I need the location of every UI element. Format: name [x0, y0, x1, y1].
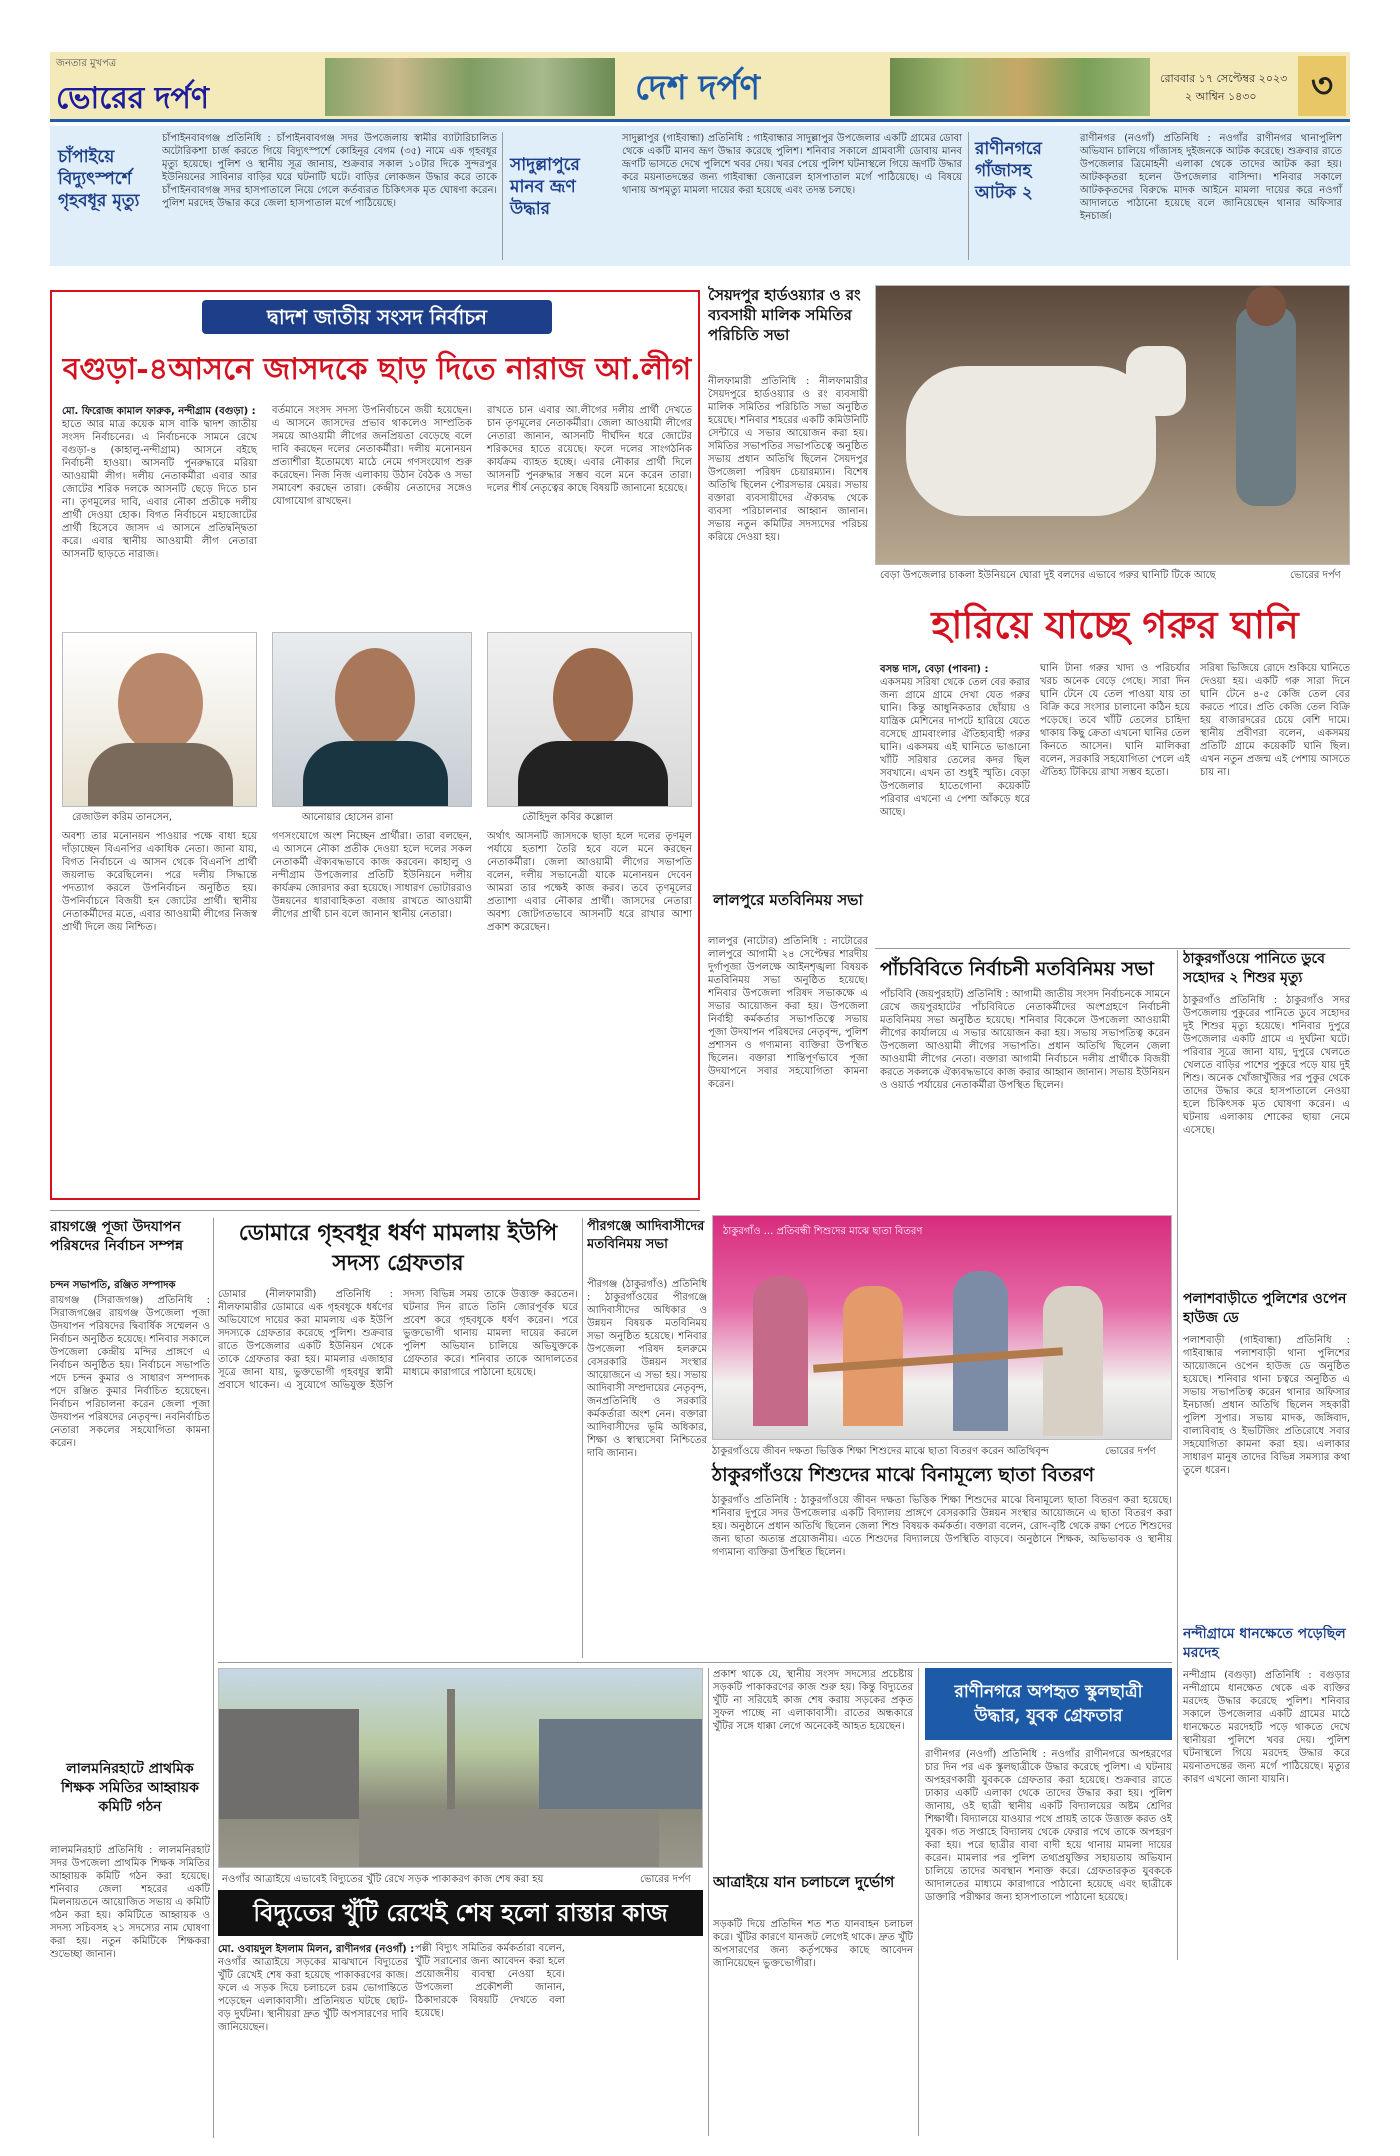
strip-2-body: সাদুল্লাপুর (গাইবান্ধা) প্রতিনিধি : গাইবান্ধার সাদুল্লাপুর উপজেলার একটি গ্রামের ডোবা থেকে একটি মানব ভ্রূণ উদ্ধার করেছে পুলিশ। শনিবার সকালে গ্রামবাসী ডোবায় মানব ভ্রূণটি ভাসতে দেখে পুলিশে খবর দেয়। খবর পেয়ে পুলিশ ঘটনাস্থলে গিয়ে ভ্রূণটি উদ্ধার করে ময়নাতদন্তের জন্য গাইবান্ধা জেনারেল হাসপাতাল মর্গে পাঠিয়েছে। এ বিষয়ে থানায় অপমৃত্যু মামলা দায়ের করা হয়েছে এবং তদন্ত চলছে।: [622, 133, 962, 196]
umbrella-photo-caption: ঠাকুরগাঁওয়ে জীবন দক্ষতা ভিত্তিক শিক্ষা শিশুদের মাঝে ছাতা বিতরণ করেন অতিথিবৃন্দ: [712, 1446, 1049, 1457]
domar-body: ডোমার (নীলফামারী) প্রতিনিধি : নীলফামারীর ডোমারে এক গৃহবধূকে ধর্ষণের অভিযোগে দায়ের করা মামলায় এক ইউপি সদস্যকে গ্রেফতার করেছে পুলিশ। শুক্রবার রাতে উপজেলার একটি ইউনিয়ন থেকে তাকে গ্রেফতার করা হয়। মামলার এজাহার সূত্রে জানা যায়, ভুক্তভোগী গৃহবধূর স্বামী প্রবাসে থাকেন। এ সুযোগে অভিযুক্ত ইউপি সদস্য বিভিন্ন সময় তাকে উত্ত্যক্ত করতেন। ঘটনার দিন রাতে তিনি জোরপূর্বক ঘরে প্রবেশ করে গৃহবধূকে ধর্ষণ করেন। পরে ভুক্তভোগী থানায় মামলা দায়ের করলে পুলিশ অভিযান চালিয়ে অভিযুক্তকে গ্রেফতার করে। শনিবার তাকে আদালতের মাধ্যমে কারাগারে পাঠানো হয়েছে।: [218, 1289, 578, 1391]
raiganj-body: রায়গঞ্জ (সিরাজগঞ্জ) প্রতিনিধি : সিরাজগঞ্জের রায়গঞ্জ উপজেলা পূজা উদযাপন পরিষদের দ্বিবার্ষিক সম্মেলন ও নির্বাচন অনুষ্ঠিত হয়েছে। শনিবার সকালে উপজেলা কেন্দ্রীয় মন্দির প্রাঙ্গণে এ নির্বাচন অনুষ্ঠিত হয়। নির্বাচনে সভাপতি পদে চন্দন কুমার ও সাধারণ সম্পাদক পদে রঞ্জিত কুমার নির্বাচিত হয়েছেন। নির্বাচন পরিচালনা করেন জেলা পূজা উদযাপন পরিষদের নেতৃবৃন্দ। নবনির্বাচিত নেতারা সকলের সহযোগিতা কামনা করেন।: [50, 1295, 210, 1449]
ghani-headline: হারিয়ে যাচ্ছে গরুর ঘানি: [931, 602, 1299, 647]
election-banner: দ্বাদশ জাতীয় সংসদ নির্বাচন: [202, 300, 552, 334]
strip-3-title: রাণীনগরে গাঁজাসহ আটক ২: [975, 139, 1042, 203]
thakurgaon-child-body: ঠাকুরগাঁও প্রতিনিধি : ঠাকুরগাঁও সদর উপজেলায় পুকুরের পানিতে ডুবে সহোদর দুই শিশুর মৃত্যু হয়েছে। শনিবার দুপুরে উপজেলার একটি গ্রামে এ দুর্ঘটনা ঘটে। পরিবার সূত্রে জানা যায়, দুপুরে খেলতে খেলতে বাড়ির পাশের পুকুরে পড়ে যায় দুই শিশু। অনেক খোঁজাখুঁজির পর পুকুর থেকে তাদের উদ্ধার করে হাসপাতালে নেওয়া হলে চিকিৎসক মৃত ঘোষণা করেন। এ ঘটনায় এলাকায় শোকের ছায়া নেমে এসেছে।: [1183, 995, 1350, 1136]
election-byline: মো. ফিরোজ কামাল ফারুক, নন্দীগ্রাম (বগুড়া) :: [62, 406, 256, 417]
saidpur-body: নীলফামারী প্রতিনিধি : নীলফামারীর সৈয়দপুরে হার্ডওয়্যার ও রং ব্যবসায়ী মালিক সমিতির পরিচিতি সভা অনুষ্ঠিত হয়েছে। শনিবার শহরের একটি কমিউনিটি সেন্টারে এ সভার আয়োজন করা হয়। সমিতির সভাপতির সভাপতিত্বে অনুষ্ঠিত সভায় প্রধান অতিথি ছিলেন সৈয়দপুর উপজেলা পরিষদ চেয়ারম্যান। বিশেষ অতিথি ছিলেন পৌরসভার মেয়র। সভায় বক্তারা ব্যবসায়ীদের ঐক্যবদ্ধ থেকে ব্যবসা পরিচালনার আহ্বান জানান। সভায় নতুন কমিটির সদস্যদের পরিচয় করিয়ে দেওয়া হয়।: [708, 376, 868, 543]
atrai-byline: মো. ওবায়দুল ইসলাম মিলন, রাণীনগর (নওগাঁ) :: [218, 1944, 415, 1955]
ghani-col-2: ঘানি টানা গরুর খাদ্য ও পরিচর্যার খরচ অনেক বেড়ে গেছে। সারা দিন ঘানি টেনে যে তেল পাওয়া যায় তা বিক্রি করে সংসার চালানো কঠিন হয়ে পড়েছে। তবে খাঁটি তেলের চাহিদা থাকায় কিছু ক্রেতা এখনো ঘানির তেল কিনতে আসেন। ঘানি মালিকরা বলেন, সরকারি সহযোগিতা পেলে এই ঐতিহ্য টিকিয়ে রাখা সম্ভব হতো।: [1040, 663, 1190, 778]
raiganj-title: রায়গঞ্জে পূজা উদযাপন পরিষদের নির্বাচন সম্পন্ন: [50, 1219, 183, 1254]
election-headline: বগুড়া-৪আসনে জাসদকে ছাড় দিতে নারাজ আ.লীগ: [62, 352, 692, 387]
atrai-photo: [218, 1668, 703, 1868]
pirganj-body: পীরগঞ্জ (ঠাকুরগাঁও) প্রতিনিধি : ঠাকুরগাঁওয়ের পীরগঞ্জে আদিবাসীদের অধিকার ও উন্নয়ন বিষয়ক মতবিনিময় সভা অনুষ্ঠিত হয়েছে। শনিবার উপজেলা পরিষদ হলরুমে বেসরকারি উন্নয়ন সংস্থার আয়োজনে এ সভা হয়। সভায় আদিবাসী সম্প্রদায়ের নেতৃবৃন্দ, জনপ্রতিনিধি ও সরকারি কর্মকর্তারা অংশ নেন। বক্তারা আদিবাসীদের ভূমি অধিকার, শিক্ষা ও স্বাস্থ্যসেবা নিশ্চিতের দাবি জানান।: [587, 1279, 707, 1459]
election-lower-col-1: অবশ্য তার মনোনয়ন পাওয়ার পক্ষে বাধা হয়ে দাঁড়াচ্ছেন বিএনপির একাধিক নেতা। জানা যায়, বিগত নির্বাচনে এ আসন থেকে বিএনপি প্রার্থী জয়লাভ করেছিলেন। পরে দলীয় সিদ্ধান্তে পদত্যাগ করলে উপনির্বাচন অনুষ্ঠিত হয়। উপনির্বাচনে বিজয়ী হন জোটের প্রার্থী। স্থানীয় নেতাকর্মীদের মতে, এবার আওয়ামী লীগের নিজস্ব প্রার্থী দিলে জয় নিশ্চিত।: [62, 831, 257, 933]
lalmonirhat-title: লালমনিরহাটে প্রাথমিক শিক্ষক সমিতির আহ্বায়ক কমিটি গঠন: [61, 1761, 199, 1815]
raninagar-body: রাণীনগর (নওগাঁ) প্রতিনিধি : নওগাঁর রাণীনগরে অপহরণের চার দিন পর এক স্কুলছাত্রীকে উদ্ধার করেছে পুলিশ। এ ঘটনায় অপহরণকারী যুবককে গ্রেফতার করা হয়েছে। শুক্রবার রাতে ঢাকার একটি এলাকা থেকে তাদের উদ্ধার করা হয়। পুলিশ জানায়, ওই ছাত্রী স্থানীয় একটি বিদ্যালয়ের অষ্টম শ্রেণির শিক্ষার্থী। বিদ্যালয়ে যাওয়ার পথে প্রায়ই তাকে উত্ত্যক্ত করত ওই যুবক। গত সপ্তাহে বিদ্যালয় থেকে ফেরার পথে তাকে অপহরণ করা হয়। পরে ছাত্রীর বাবা বাদী হয়ে থানায় মামলা দায়ের করেন। মামলার পর পুলিশ তথ্যপ্রযুক্তির সহায়তায় অভিযান চালিয়ে তাদের অবস্থান শনাক্ত করে। গ্রেফতারকৃত যুবককে আদালতের মাধ্যমে কারাগারে পাঠানো হয়েছে এবং ছাত্রীকে ডাক্তারি পরীক্ষার জন্য হাসপাতালে পাঠানো হয়েছে।: [925, 1749, 1172, 1903]
ghani-byline: বসন্ত দাস, বেড়া (পাবনা) :: [880, 664, 989, 675]
saidpur-title: সৈয়দপুর হার্ডওয়্যার ও রং ব্যবসায়ী মালিক সমিতির পরিচিতি সভা: [708, 286, 861, 344]
election-col-1: হাতে আর মাত্র কয়েক মাস বাকি দ্বাদশ জাতীয় সংসদ নির্বাচনের। এ নির্বাচনকে সামনে রেখে বগুড়া-৪ (কাহালু-নন্দীগ্রাম) আসনে বইছে নির্বাচনী হাওয়া। আসনটি পুনরুদ্ধারে মরিয়া আওয়ামী লীগ। দলীয় নেতাকর্মীরা এবার আর জোটের শরিক দলকে আসনটি ছেড়ে দিতে চান না। তৃণমূলের দাবি, এবার নৌকা প্রতীকে দলীয় প্রার্থী দেওয়া হোক। বিগত নির্বাচনে মহাজোটের প্রার্থী হিসেবে জাসদ এ আসনে প্রতিদ্বন্দ্বিতা করে। এবার স্থানীয় আওয়ামী লীগ নেতারা আসনটি ছাড়তে নারাজ।: [62, 419, 257, 560]
atrai-col-1: নওগাঁর আত্রাইয়ে সড়কের মাঝখানে বিদ্যুতের খুঁটি রেখেই শেষ করা হয়েছে পাকাকরণের কাজ। ফলে এ সড়ক দিয়ে চলাচলে চরম ভোগান্তিতে পড়েছেন এলাকাবাসী। প্রতিনিয়ত ঘটছে ছোট-বড় দুর্ঘটনা। স্থানীয়রা দ্রুত খুঁটি অপসারণের দাবি জানিয়েছেন।: [218, 1957, 408, 2033]
nandigram-body: নন্দীগ্রাম (বগুড়া) প্রতিনিধি : বগুড়ার নন্দীগ্রামে ধানক্ষেত থেকে এক ব্যক্তির মরদেহ উদ্ধার করেছে পুলিশ। শনিবার সকালে উপজেলার একটি গ্রামের মাঠে ধানক্ষেতে মরদেহটি পড়ে থাকতে দেখে স্থানীয়রা পুলিশে খবর দেয়। পুলিশ ঘটনাস্থলে গিয়ে মরদেহ উদ্ধার করে ময়নাতদন্তের জন্য মর্গে পাঠিয়েছে। মৃত্যুর কারণ এখনো জানা যায়নি।: [1183, 1670, 1350, 1785]
section-title: দেশ দর্পণ: [635, 68, 761, 108]
top-strip: [50, 126, 1350, 266]
tagline: জনতার মুখপত্র: [56, 58, 117, 69]
palashbari-article: [1183, 1290, 1350, 1620]
ghani-photo-caption: বেড়া উপজেলার চাকলা ইউনিয়নে ঘোরা দুই বলদের এভাবে গরুর ঘানিটি টিকে আছে: [880, 570, 1216, 581]
umbrella-photo: [712, 1215, 1172, 1440]
umbrella-photo-banner: ঠাকুরগাঁও ... প্রতিবন্ধী শিশুদের মাঝে ছাতা বিতরণ: [723, 1226, 923, 1237]
thakurgaon-child-title: ঠাকুরগাঁওয়ে পানিতে ডুবে সহোদর ২ শিশুর মৃত্যু: [1183, 951, 1325, 986]
lalpur-article: [708, 890, 868, 1200]
election-lower-col-2: গণসংযোগে অংশ নিচ্ছেন প্রার্থীরা। তারা বলছেন, এ আসনে নৌকা প্রতীক দেওয়া হলে দলের সকল নেতাকর্মী ঐক্যবদ্ধভাবে কাজ করবেন। কাহালু ও নন্দীগ্রাম উপজেলার প্রতিটি ইউনিয়নে দলীয় কার্যক্রম জোরদার করা হয়েছে। সাধারণ ভোটাররাও উন্নয়নের ধারাবাহিকতা বজায় রাখতে আওয়ামী লীগের প্রার্থী চান বলে জানান স্থানীয় নেতারা।: [272, 831, 472, 920]
umbrella-title: ঠাকুরগাঁওয়ে শিশুদের মাঝে বিনামূল্যে ছাতা বিতরণ: [712, 1464, 1095, 1486]
strip-3-body: রাণীনগর (নওগাঁ) প্রতিনিধি : নওগাঁর রাণীনগর থানাপুলিশ অভিযান চালিয়ে গাঁজাসহ দুইজনকে আটক করেছে। শুক্রবার রাতে উপজেলার ত্রিমোহনী এলাকা থেকে তাদের আটক করা হয়। আটককৃতরা হলেন উপজেলার বাসিন্দা। শনিবার সকালে আটককৃতদের বিরুদ্ধে মাদক আইনে মামলা দায়ের করে নওগাঁ আদালতে পাঠানো হয়েছে বলে জানিয়েছেন থানার অফিসার ইনচার্জ।: [1080, 133, 1342, 222]
lalmonirhat-body: লালমনিরহাট প্রতিনিধি : লালমনিরহাট সদর উপজেলা প্রাথমিক শিক্ষক সমিতির আহ্বায়ক কমিটি গঠন করা হয়েছে। শনিবার জেলা শহরের একটি মিলনায়তনে আয়োজিত সভায় এ কমিটি গঠন করা হয়। কমিটিতে আহ্বায়ক ও সদস্য সচিবসহ ২১ সদস্যের নাম ঘোষণা করা হয়। নতুন কমিটিকে শিক্ষকরা শুভেচ্ছা জানান।: [50, 1845, 210, 1960]
page-number: ৩: [1298, 56, 1346, 116]
strip-1-title: চাঁপাইয়ে বিদ্যুৎস্পর্শে গৃহবধূর মৃত্যু: [58, 147, 140, 211]
saidpur-article: [708, 285, 868, 885]
palashbari-title: পলাশবাড়ীতে পুলিশের ওপেন হাউজ ডে: [1183, 1291, 1347, 1326]
election-col-2: বর্তমানে সংসদ সদস্য উপনির্বাচনে জয়ী হয়েছেন। এ আসনে জাসদের প্রভাব থাকলেও সাম্প্রতিক সময়ে আওয়ামী লীগের জনপ্রিয়তা বেড়েছে বলে দাবি করছেন দলের নেতাকর্মীরা। দলীয় মনোনয়ন প্রত্যাশীরা ইতোমধ্যে মাঠে নেমে গণসংযোগ শুরু করেছেন। নিজ নিজ এলাকায় উঠান বৈঠক ও সভা সমাবেশ করছেন তারা। কেন্দ্রীয় নেতাদের সঙ্গেও যোগাযোগ রাখছেন।: [272, 405, 472, 507]
nandigram-article: [1183, 1625, 1350, 1955]
domar-article: [218, 1218, 578, 1658]
candidate-photo-2: [272, 632, 472, 807]
election-lower-col-3: অর্থাৎ আসনটি জাসদকে ছাড়া হলে দলের তৃণমূল পর্যায়ে হতাশা তৈরি হবে বলে মনে করছেন নেতাকর্মীরা। জেলা আওয়ামী লীগের সভাপতি বলেন, দলীয় সভানেত্রী যাকে মনোনয়ন দেবেন আমরা তার পক্ষেই কাজ করব। তবে তৃণমূলের প্রত্যাশা এবার নৌকার প্রার্থী। জাসদের নেতারা অবশ্য জোটগতভাবে আসনটি ধরে রাখার আশা প্রকাশ করেছেন।: [487, 831, 692, 933]
atrai-photo-caption: নওগাঁর আত্রাইয়ে এভাবেই বিদ্যুতের খুঁটি রেখে সড়ক পাকাকরণ কাজ শেষ করা হয়: [222, 1874, 544, 1885]
ghani-photo: [875, 285, 1350, 565]
atrai-side-title: আত্রাইয়ে যান চলাচলে দুর্ভোগ: [713, 1873, 895, 1891]
atrai-banner: বিদ্যুতের খুঁটি রেখেই শেষ হলো রাস্তার কাজ: [218, 1890, 703, 1936]
election-col-3: রাখতে চান এবার আ.লীগের দলীয় প্রার্থী দেখতে চান তৃণমূলের নেতাকর্মীরা। জেলা আওয়ামী লীগের নেতারা জানান, আসনটি দীর্ঘদিন ধরে জোটের শরিকদের হাতে রয়েছে। ফলে দলের সাংগঠনিক কার্যক্রম ব্যাহত হচ্ছে। এবার নৌকার প্রার্থী দিলে আসনটি পুনরুদ্ধার সম্ভব বলে মনে করেন তারা। দলের শীর্ষ নেতৃত্বের কাছে বিষয়টি জানানো হয়েছে।: [487, 405, 692, 494]
nandigram-title: নন্দীগ্রামে ধানক্ষেতে পড়েছিল মরদেহ: [1183, 1626, 1346, 1661]
strip-2-title: সাদুল্লাপুরে মানব ভ্রূণ উদ্ধার: [510, 155, 580, 219]
pirganj-title: পীরগঞ্জে আদিবাসীদের মতবিনিময় সভা: [587, 1219, 705, 1252]
masthead: [50, 52, 1350, 122]
date-line-2: ২ আশ্বিন ১৪৩০: [1185, 90, 1257, 103]
umbrella-photo-credit: ভোরের দর্পণ: [1105, 1446, 1156, 1457]
date-line-1: রোববার ১৭ সেপ্টেম্বর ২০২৩: [1160, 72, 1288, 85]
ghani-photo-credit: ভোরের দর্পণ: [1290, 570, 1341, 581]
strip-1-body: চাঁপাইনবাবগঞ্জ প্রতিনিধি : চাঁপাইনবাবগঞ্জ সদর উপজেলায় স্বামীর ব্যাটারিচালিত অটোরিকশা চার্জ করতে গিয়ে বিদ্যুৎস্পর্শে কোহিনূর বেগম (৩৫) নামে এক গৃহবধূর মৃত্যু হয়েছে। পুলিশ ও স্থানীয় সূত্র জানায়, শুক্রবার সকাল ১০টার দিকে সুন্দরপুর ইউনিয়নের সাবিনার বাড়ির ঘরে ঘটনাটি ঘটে। বাড়ির লোকজন উদ্ধার করে তাকে চাঁপাইনবাবগঞ্জ সদর হাসপাতালে নিয়ে গেলে কর্তব্যরত চিকিৎসক মৃত ঘোষণা করেন। পুলিশ মরদেহ উদ্ধার করে জেলা হাসপাতাল মর্গে পাঠিয়েছে।: [162, 133, 497, 209]
candidate-photo-3: [487, 632, 692, 807]
umbrella-body: ঠাকুরগাঁও প্রতিনিধি : ঠাকুরগাঁওয়ে জীবন দক্ষতা ভিত্তিক শিক্ষা শিশুদের মাঝে বিনামূল্যে ছাতা বিতরণ করা হয়েছে। শনিবার দুপুরে সদর উপজেলার একটি বিদ্যালয় প্রাঙ্গণে বেসরকারি উন্নয়ন সংস্থার আয়োজনে এ ছাতা বিতরণ করা হয়। অনুষ্ঠানে প্রধান অতিথি ছিলেন জেলা শিশু বিষয়ক কর্মকর্তা। বক্তারা বলেন, রোদ-বৃষ্টি থেকে রক্ষা পেতে শিশুদের জন্য ছাতা অত্যন্ত প্রয়োজনীয়। এতে শিশুদের বিদ্যালয়ে উপস্থিতি বাড়বে। অনুষ্ঠানে শিক্ষক, অভিভাবক ও স্থানীয় গণ্যমান্য ব্যক্তিরা উপস্থিত ছিলেন।: [712, 1495, 1172, 1558]
atrai-side-body: সড়কটি দিয়ে প্রতিদিন শত শত যানবাহন চলাচল করে। খুঁটির কারণে যানজট লেগেই থাকে। দ্রুত খুঁটি অপসারণের জন্য কর্তৃপক্ষের কাছে আবেদন জানিয়েছেন ভুক্তভোগীরা।: [713, 1919, 913, 1969]
atrai-col-3: প্রকাশ থাকে যে, স্থানীয় সংসদ সদস্যের প্রচেষ্টায় সড়কটি পাকাকরণের কাজ শুরু হয়। কিন্তু বিদ্যুতের খুঁটি না সরিয়েই কাজ শেষ করায় সড়কের প্রকৃত সুফল পাচ্ছে না এলাকাবাসী। রাতের অন্ধকারে খুঁটির সঙ্গে ধাক্কা লেগে অনেকেই আহত হয়েছেন।: [713, 1669, 913, 1732]
logo-block: [50, 52, 320, 122]
candidate-photo-1: [62, 632, 257, 807]
atrai-sidebox: [713, 1872, 913, 2132]
newspaper-logo: ভোরের দর্পণ: [56, 81, 209, 116]
ghani-col-3: সরিষা ভিজিয়ে রোদে শুকিয়ে ঘানিতে দেওয়া হয়। একটি গরু সারা দিনে ঘানি টেনে ৪-৫ কেজি তেল বের করতে পারে। প্রতি কেজি তেল বিক্রি হয় বাজারদরের চেয়ে বেশি দামে। স্থানীয় প্রবীণরা বলেন, একসময় প্রতিটি গ্রামে কয়েকটি ঘানি ছিল। এখন নতুন প্রজন্ম এই পেশায় আসতে চায় না।: [1200, 663, 1350, 778]
pirganj-article: [587, 1218, 707, 1658]
atrai-photo-credit: ভোরের দর্পণ: [640, 1874, 691, 1885]
election-article: [50, 290, 700, 1200]
thakurgaon-child-article: [1183, 950, 1350, 1285]
ghani-col-1: একসময় সরিষা থেকে তেল বের করার জন্য গ্রামে গ্রামে দেখা যেত গরুর ঘানি। কিন্তু আধুনিকতার ছোঁয়ায় ও যান্ত্রিক মেশিনের দাপটে হারিয়ে যেতে বসেছে গ্রামবাংলার ঐতিহ্যবাহী গরুর ঘানি। একসময় এই ঘানিতে ভাঙানো খাঁটি সরিষার তেলের কদর ছিল সবখানে। এখন তা শুধুই স্মৃতি। বেড়া উপজেলার হাতেগোনা কয়েকটি পরিবার এখনো এ পেশা আঁকড়ে ধরে আছে।: [880, 677, 1030, 818]
masthead-photo-strip-left: [325, 58, 615, 116]
candidate-caption-2: আনোয়ার হোসেন রানা: [302, 812, 394, 823]
domar-title: ডোমারে গৃহবধূর ধর্ষণ মামলায় ইউপি সদস্য গ্রেফতার: [238, 1220, 558, 1276]
candidate-caption-1: রেজাউল করিম তানসেন,: [72, 812, 173, 823]
panchbibi-body: পাঁচবিবি (জয়পুরহাট) প্রতিনিধি : আগামী জাতীয় সংসদ নির্বাচনকে সামনে রেখে জয়পুরহাটের পাঁচবিবিতে নেতাকর্মীদের অংশগ্রহণে নির্বাচনী মতবিনিময় সভা অনুষ্ঠিত হয়েছে। শনিবার বিকেলে উপজেলা আওয়ামী লীগের কার্যালয়ে এ সভার আয়োজন করা হয়। সভায় সভাপতিত্ব করেন উপজেলা আওয়ামী লীগের সভাপতি। প্রধান অতিথি ছিলেন জেলা আওয়ামী লীগের নেতা। বক্তারা আগামী নির্বাচনে দলীয় প্রার্থীকে বিজয়ী করতে সকলকে ঐক্যবদ্ধভাবে কাজ করার আহ্বান জানান। সভায় ইউনিয়ন ও ওয়ার্ড পর্যায়ের নেতাকর্মীরা উপস্থিত ছিলেন।: [880, 989, 1170, 1091]
palashbari-body: পলাশবাড়ী (গাইবান্ধা) প্রতিনিধি : গাইবান্ধার পলাশবাড়ী থানা পুলিশের আয়োজনে ওপেন হাউজ ডে অনুষ্ঠিত হয়েছে। শনিবার থানা চত্বরে অনুষ্ঠিত এ সভায় সভাপতিত্ব করেন থানার অফিসার ইনচার্জ। প্রধান অতিথি ছিলেন সহকারী পুলিশ সুপার। সভায় মাদক, জঙ্গিবাদ, বাল্যবিবাহ ও ইভটিজিং প্রতিরোধে সবার সহযোগিতা কামনা করা হয়। এলাকার সাধারণ মানুষ তাদের বিভিন্ন সমস্যার কথা তুলে ধরেন।: [1183, 1335, 1350, 1476]
raninagar-title: রাণীনগরে অপহৃত স্কুলছাত্রী উদ্ধার, যুবক গ্রেফতার: [925, 1668, 1172, 1740]
panchbibi-title: পাঁচবিবিতে নির্বাচনী মতবিনিময় সভা: [880, 958, 1154, 980]
lalmonirhat-article: [50, 1760, 210, 2130]
lalpur-title: লালপুরে মতবিনিময় সভা: [713, 891, 863, 909]
masthead-photo-strip-right: [890, 58, 1150, 116]
candidate-caption-3: তৌহিদুল কবির কল্লোল: [522, 812, 613, 823]
raiganj-article: [50, 1218, 210, 1758]
lalpur-body: লালপুর (নাটোর) প্রতিনিধি : নাটোরের লালপুরে আগামী ২৪ সেপ্টেম্বর শারদীয় দুর্গাপূজা উপলক্ষে আইনশৃঙ্খলা বিষয়ক মতবিনিময় সভা অনুষ্ঠিত হয়েছে। শনিবার উপজেলা পরিষদ সভাকক্ষে এ সভার আয়োজন করা হয়। উপজেলা নির্বাহী কর্মকর্তার সভাপতিত্বে সভায় পূজা উদযাপন পরিষদের নেতৃবৃন্দ, পুলিশ প্রশাসন ও গণ্যমান্য ব্যক্তিরা উপস্থিত ছিলেন। বক্তারা শান্তিপূর্ণভাবে পূজা উদযাপনে সবার সহযোগিতা কামনা করেন।: [708, 936, 868, 1090]
raiganj-byline: চন্দন সভাপতি, রঞ্জিত সম্পাদক: [50, 1280, 176, 1291]
atrai-col-2: পল্লী বিদ্যুৎ সমিতির কর্মকর্তারা বলেন, খুঁটি সরানোর জন্য আবেদন করা হলে প্রয়োজনীয় ব্যবস্থা নেওয়া হবে। উপজেলা প্রকৌশলী জানান, ঠিকাদারকে বিষয়টি দেখতে বলা হয়েছে।: [415, 1943, 565, 2019]
